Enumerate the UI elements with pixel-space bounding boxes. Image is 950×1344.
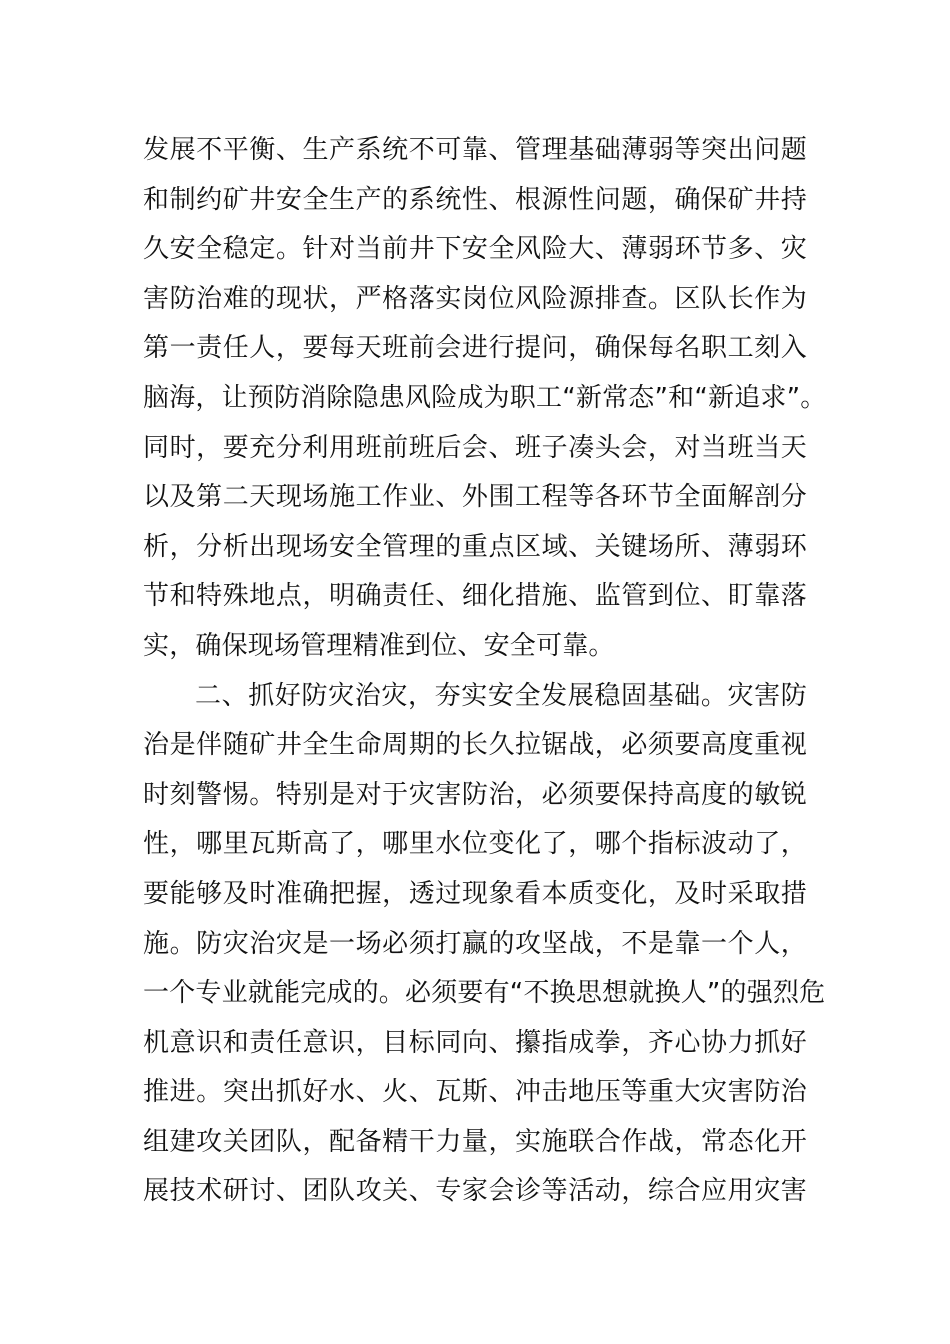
text-line: 时刻警惕。特别是对于灾害防治，必须要保持高度的敏锐: [143, 779, 807, 810]
text-line: 发展不平衡、生产系统不可靠、管理基础薄弱等突出问题: [143, 135, 807, 165]
text-line: 节和特殊地点，明确责任、细化措施、监管到位、盯靠落: [143, 581, 807, 612]
body-text: [143, 126, 827, 1217]
paragraph-1: [143, 126, 827, 672]
text-line: 以及第二天现场施工作业、外围工程等各环节全面解剖分: [143, 482, 807, 513]
text-line: 害防治难的现状，严格落实岗位风险源排查。区队长作为: [143, 283, 807, 314]
text-line: 脑海，让预防消除隐患风险成为职工“新常态”和“新追求”。: [143, 382, 827, 413]
text-line: 机意识和责任意识，目标同向、攥指成拳，齐心协力抓好: [143, 1027, 807, 1058]
text-line: 和制约矿井安全生产的系统性、根源性问题，确保矿井持: [143, 184, 807, 215]
text-line: 推进。突出抓好水、火、瓦斯、冲击地压等重大灾害防治: [143, 1077, 807, 1108]
text-line: 实，确保现场管理精准到位、安全可靠。: [143, 630, 615, 661]
text-line: 治是伴随矿井全生命周期的长久拉锯战，必须要高度重视: [143, 730, 807, 761]
text-line: 展技术研讨、团队攻关、专家会诊等活动，综合应用灾害: [143, 1176, 807, 1207]
paragraph-2: [143, 672, 826, 1218]
text-line: 施。防灾治灾是一场必须打赢的攻坚战，不是靠一个人，: [143, 928, 807, 959]
text-line: 久安全稳定。针对当前井下安全风险大、薄弱环节多、灾: [143, 234, 807, 265]
text-line: 组建攻关团队，配备精干力量，实施联合作战，常态化开: [143, 1126, 807, 1157]
text-line: 析，分析出现场安全管理的重点区域、关键场所、薄弱环: [143, 531, 807, 562]
text-line: 要能够及时准确把握，透过现象看本质变化，及时采取措: [143, 878, 807, 909]
text-line: 一个专业就能完成的。必须要有“不换思想就换人”的强烈危: [143, 978, 826, 1009]
text-line: 二、抓好防灾治灾，夯实安全发展稳固基础。灾害防: [195, 680, 807, 711]
text-line: 性，哪里瓦斯高了，哪里水位变化了，哪个指标波动了，: [143, 829, 807, 860]
text-line: 同时，要充分利用班前班后会、班子凑头会，对当班当天: [143, 432, 807, 463]
text-line: 第一责任人，要每天班前会进行提问，确保每名职工刻入: [143, 333, 807, 364]
